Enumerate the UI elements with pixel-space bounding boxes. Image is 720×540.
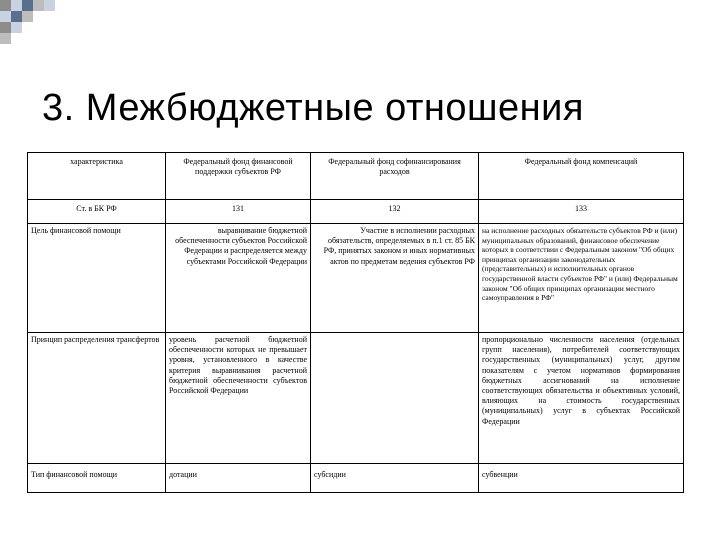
table-header-row xyxy=(28,153,684,200)
header-cell-compensation-fund: Федеральный фонд компенсаций xyxy=(479,153,684,200)
table-cell: субсидии xyxy=(311,464,479,493)
table-row xyxy=(28,333,684,464)
deco-square xyxy=(22,0,33,11)
table-cell: субвенции xyxy=(479,464,684,493)
header-cell-cofinancing-fund: Федеральный фонд софинансирования расходов xyxy=(311,153,479,200)
table-cell: выравнивание бюджетной обеспеченности субъектов Российской Федерации и распределяется между субъектами Российской Федерации xyxy=(166,224,311,333)
table-cell: дотации xyxy=(166,464,311,493)
deco-square xyxy=(11,22,22,33)
table-cell xyxy=(311,333,479,464)
slide-decoration xyxy=(0,0,60,45)
header-cell-support-fund: Федеральный фонд финансовой поддержки субъектов РФ xyxy=(166,153,311,200)
row-label-principle: Принцип распределения трансфертов xyxy=(28,333,166,464)
table-row xyxy=(28,464,684,493)
table-cell: 132 xyxy=(311,200,479,224)
deco-square xyxy=(33,0,44,11)
deco-square xyxy=(0,22,11,33)
table-row xyxy=(28,200,684,224)
table-cell: Участие в исполнении расходных обязательств, определяемых в п.1 ст. 85 БК РФ, принятых законом и иных нормативных актов по предметам ведения субъектов РФ xyxy=(311,224,479,333)
row-label-aim: Цель финансовой помощи xyxy=(28,224,166,333)
row-label-type: Тип финансовой помощи xyxy=(28,464,166,493)
table-cell: 133 xyxy=(479,200,684,224)
deco-square xyxy=(0,0,11,11)
row-label-article: Ст. в БК РФ xyxy=(28,200,166,224)
table-cell: 131 xyxy=(166,200,311,224)
deco-square xyxy=(11,11,22,22)
header-cell-characteristic: характеристика xyxy=(28,153,166,200)
slide-title: 3. Межбюджетные отношения xyxy=(42,87,584,130)
table-row xyxy=(28,224,684,333)
table-cell: пропорционально численности населения (отдельных групп населения), потребителей соответствующих государственных (муниципальных) услуг, другим показателям с учетом нормативов формирования бюджетных ассигнований на исполнение соответствующих обязательства и объективных условий, влияющих на стоимость государственных (муниципальных) услуг в субъектах Российской Федерации xyxy=(479,333,684,464)
table-cell: на исполнение расходных обязательств субъектов РФ и (или) муниципальных образований, финансовое обеспечение которых в соответствии с Федеральным законом "Об общих принципах организации законодательных (представительных) и исполнительных органов государственной власти субъектов РФ" и (или) Федеральным законом "Об общих принципах организации местного самоуправления в РФ" xyxy=(479,224,684,333)
deco-square xyxy=(11,0,22,11)
deco-square xyxy=(0,11,11,22)
deco-square xyxy=(44,0,55,11)
budget-funds-table xyxy=(27,152,684,493)
deco-square xyxy=(0,33,11,44)
table-cell: уровень расчетной бюджетной обеспеченности которых не превышает уровня, установленного в качестве критерия выравнивания расчетной бюджетной обеспеченности субъектов Российской Федерации xyxy=(166,333,311,464)
deco-square xyxy=(22,11,33,22)
